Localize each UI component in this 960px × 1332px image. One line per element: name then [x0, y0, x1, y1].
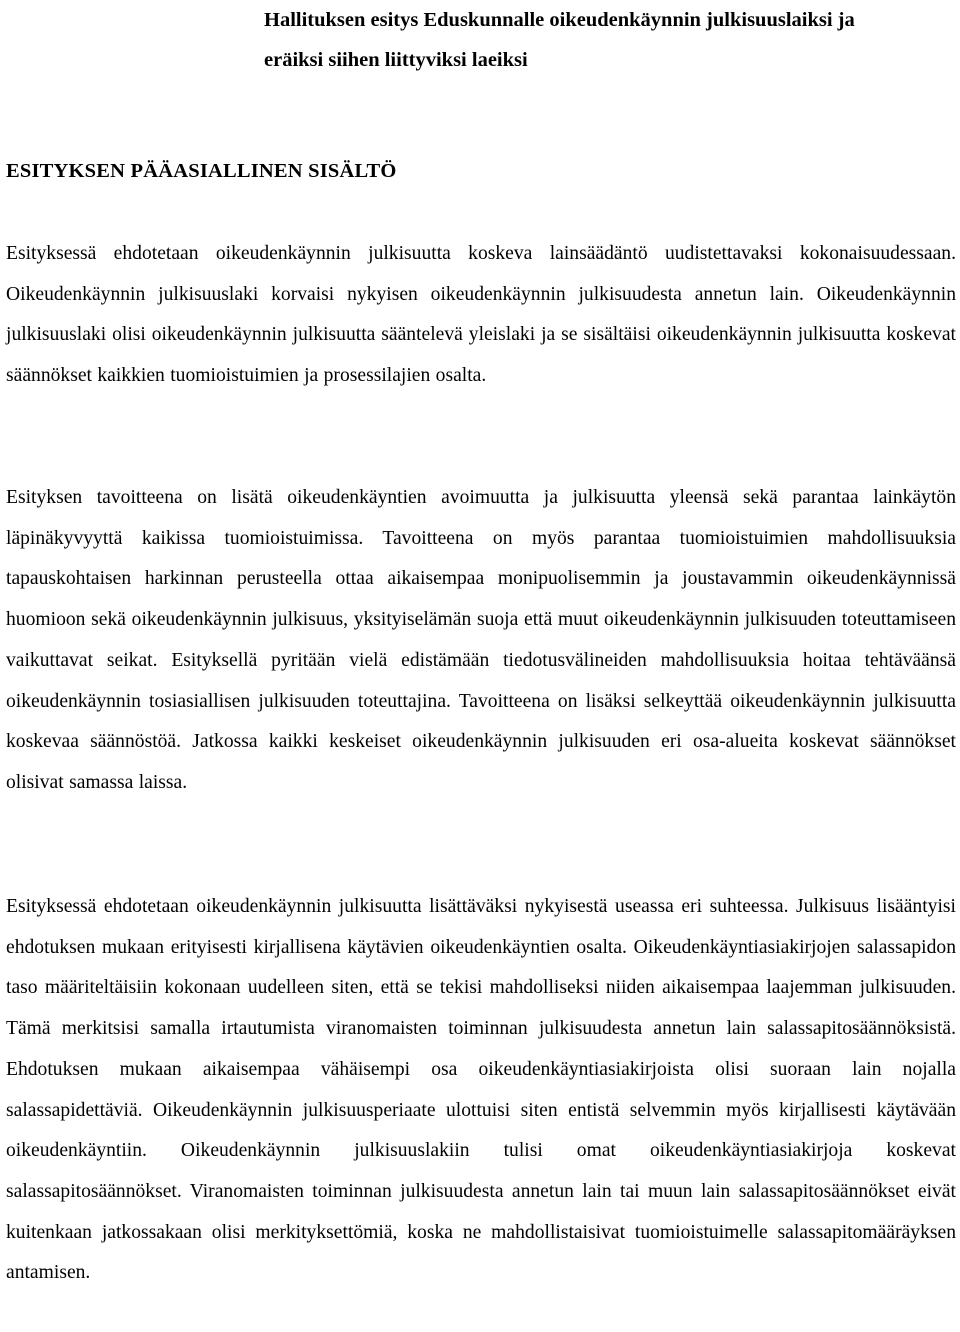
document-page [6, 0, 956, 1284]
paragraph-2: Esityksen tavoitteena on lisätä oikeudenkäyntien avoimuutta ja julkisuutta yleensä sekä parantaa lainkäytön läpinäkyvyyttä kaikissa tuomioistuimissa. Tavoitteena on myös parantaa tuomioistuimien mahdollisuuksia tapauskohtaisen harkinnan perusteella ottaa aikaisempaa monipuolisemmin ja joustavammin oikeudenkäynnissä huomioon sekä oikeudenkäynnin julkisuus, yksityiselämän suoja että muut oikeudenkäynnin julkisuuden toteuttamiseen vaikuttavat seikat. Esityksellä pyritään vielä edistämään tiedotusvälineiden mahdollisuuksia hoitaa tehtäväänsä oikeudenkäynnin tosiasiallisen julkisuuden toteuttajina. Tavoitteena on lisäksi selkeyttää oikeudenkäynnin julkisuutta koskevaa säännöstöä. Jatkossa kaikki keskeiset oikeudenkäynnin julkisuuden eri osa-alueita koskevat säännökset olisivat samassa laissa. [6, 487, 956, 793]
document-title-line-2: eräiksi siihen liittyviksi laeiksi [264, 49, 528, 71]
section-heading: ESITYKSEN PÄÄASIALLINEN SISÄLTÖ [6, 160, 397, 182]
document-title-line-1: Hallituksen esitys Eduskunnalle oikeudenkäynnin julkisuuslaiksi ja [264, 9, 855, 31]
document-title [6, 0, 956, 80]
paragraph-1: Esityksessä ehdotetaan oikeudenkäynnin julkisuutta koskeva lainsäädäntö uudistettavaksi kokonaisuudessaan. Oikeudenkäynnin julkisuuslaki korvaisi nykyisen oikeudenkäynnin julkisuudesta annetun lain. Oikeudenkäynnin julkisuuslaki olisi oikeudenkäynnin julkisuutta sääntelevä yleislaki ja se sisältäisi oikeudenkäynnin julkisuutta koskevat säännökset kaikkien tuomioistuimien ja prosessilajien osalta. [6, 243, 956, 387]
paragraph-3: Esityksessä ehdotetaan oikeudenkäynnin julkisuutta lisättäväksi nykyisestä useassa eri suhteessa. Julkisuus lisääntyisi ehdotuksen mukaan erityisesti kirjallisena käytävien oikeudenkäyntien osalta. Oikeudenkäyntiasiakirjojen salassapidon taso määriteltäisiin kokonaan uudelleen siten, että se tekisi mahdolliseksi niiden aikaisempaa laajemman julkisuuden. Tämä merkitsisi samalla irtautumista viranomaisten toiminnan julkisuudesta annetun lain salassapitosäännöksistä. Ehdotuksen mukaan aikaisempaa vähäisempi osa oikeudenkäyntiasiakirjoista olisi suoraan lain nojalla salassapidettäviä. Oikeudenkäynnin julkisuusperiaate ulottuisi siten entistä selvemmin myös kirjallisesti käytävään oikeudenkäyntiin. Oikeudenkäynnin julkisuuslakiin tulisi omat oikeudenkäyntiasiakirjoja koskevat salassapitosäännökset. Viranomaisten toiminnan julkisuudesta annetun lain tai muun lain salassapitosäännökset eivät kuitenkaan jatkossakaan olisi merkityksettömiä, koska ne mahdollistaisivat tuomioistuimelle salassapitomääräyksen antamisen. [6, 896, 956, 1284]
